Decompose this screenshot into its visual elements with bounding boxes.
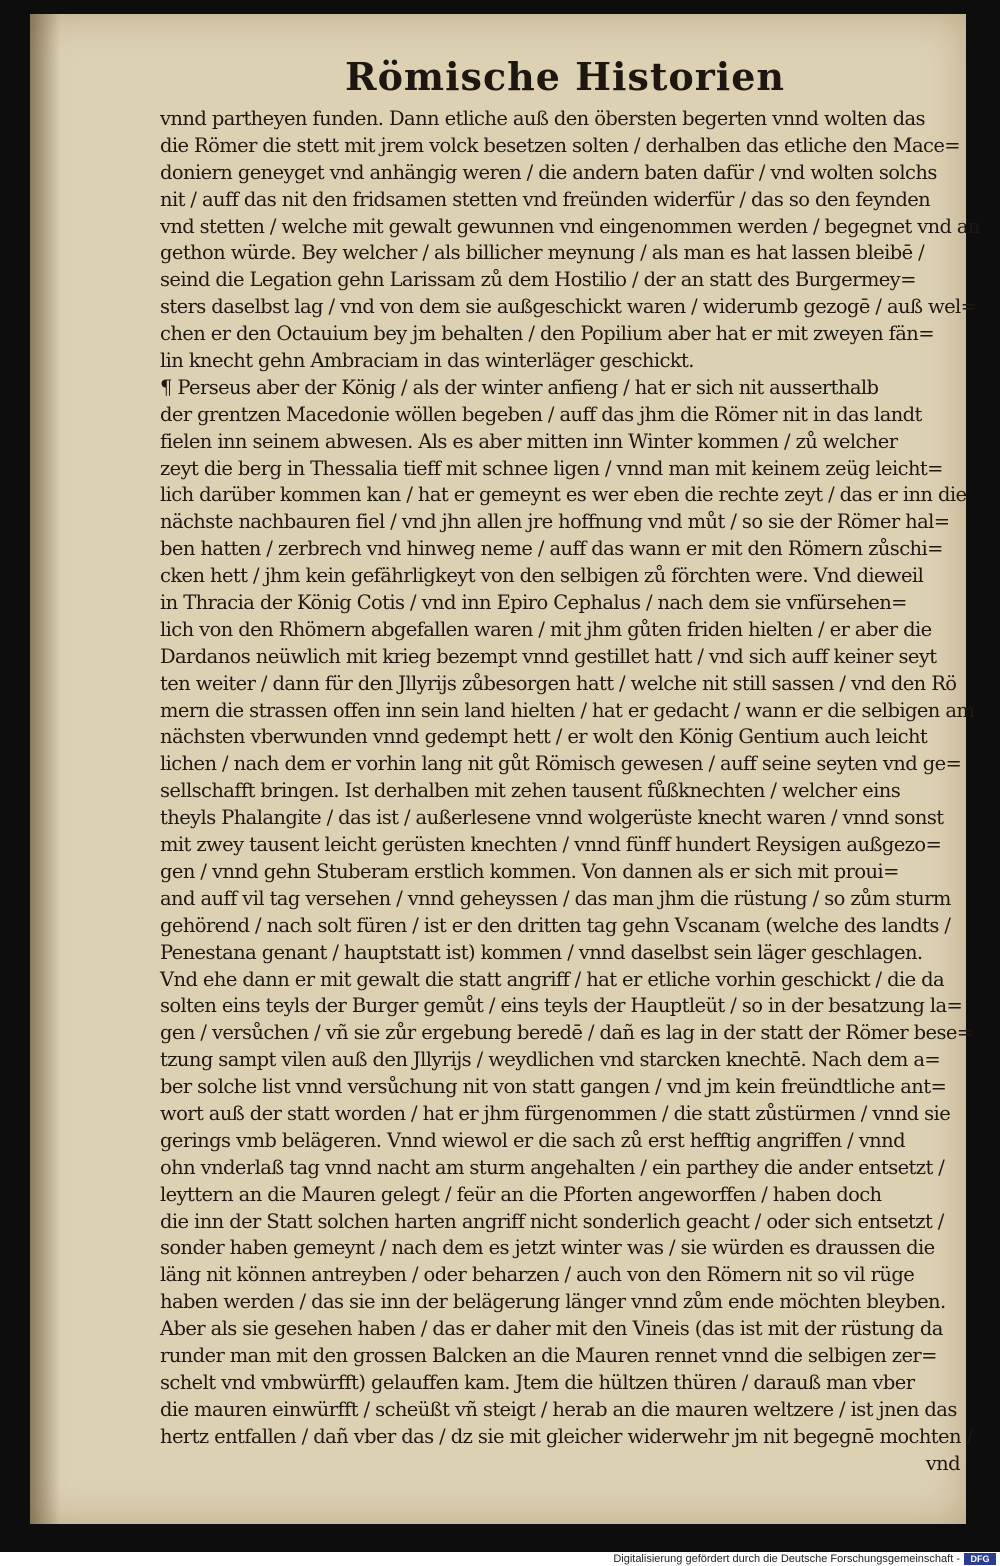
text-line: ¶ Perseus aber der König / als der winter anfieng / hat er sich nit ausserthalb [160,375,879,399]
text-line: läng nit können antreyben / oder beharzen / auch von den Römern nit so vil rüge [160,1263,915,1287]
text-line: ber solche list vnnd versůchung nit von statt gangen / vnd jm kein freündtliche ant= [160,1075,947,1099]
text-line: Penestana genant / hauptstatt ist) kommen / vnnd daselbst sein läger geschlagen. [160,940,923,964]
text-line: runder man mit den grossen Balcken an die Mauren rennet vnnd die selbigen zer= [160,1343,937,1367]
text-line: lichen / nach dem er vorhin lang nit gůt Römisch gewesen / auff seine seyten vnd ge= [160,752,962,776]
text-line: leyttern an die Mauren gelegt / feür an die Pforten angeworffen / haben doch [160,1182,882,1206]
text-line: die mauren einwürfft / scheüßt vñ steigt / herab an die mauren weltzere / ist jnen das [160,1397,957,1421]
text-line: gen / versůchen / vñ sie zůr ergebung beredē / dañ es lag in der statt der Römer bese= [160,1021,973,1045]
text-line: nit / auff das nit den fridsamen stetten vnd freünden widerfür / das so den feynden [160,187,931,211]
text-line: die Römer die stett mit jrem volck besetzen solten / derhalben das etliche den Mace= [160,133,960,157]
text-line: mit zwey tausent leicht gerüsten knechten / vnnd fünff hundert Reysigen außgezo= [160,833,942,857]
text-line: theyls Phalangite / das ist / außerlesene vnnd wolgerüste knecht waren / vnnd sonst [160,806,944,830]
text-line: vnd stetten / welche mit gewalt gewunnen vnd eingenommen werden / begegnet vnd an [160,214,980,238]
text-line: Vnd ehe dann er mit gewalt die statt angriff / hat er etliche vorhin geschickt / die da [160,967,945,991]
text-line: gerings vmb belägeren. Vnnd wiewol er die sach zů erst hefftig angriffen / vnnd [160,1128,905,1152]
text-line: cken hett / jhm kein gefährligkeyt von den selbigen zů förchten were. Vnd dieweil [160,564,924,588]
text-line: lin knecht gehn Ambraciam in das winterläger geschickt. [160,349,694,373]
text-line: chen er den Octauium bey jm behalten / den Popilium aber hat er mit zweyen fän= [160,322,935,346]
text-line: gen / vnnd gehn Stuberam erstlich kommen. Von dannen als er sich mit proui= [160,859,899,883]
text-line: nächsten vberwunden vnnd gedempt hett / er wolt den König Gentium auch leicht [160,725,928,749]
text-line: mern die strassen offen inn sein land hielten / hat er gedacht / wann er die selbigen am [160,698,975,722]
book-page [30,14,980,1524]
text-line: ben hatten / zerbrech vnd hinweg neme / auff das wann er mit den Römern zůschi= [160,537,943,561]
text-line: wort auß der statt worden / hat er jhm fürgenommen / die statt zůstürmen / vnnd sie [160,1101,951,1125]
text-line: sters daselbst lag / vnd von dem sie außgeschickt waren / widerumb gezogē / auß wel= [160,295,977,319]
text-line: sellschafft bringen. Ist derhalben mit zehen tausent fůßknechten / welcher eins [160,779,901,803]
text-line: ten weiter / dann für den Jllyrijs zůbesorgen hatt / welche nit still sassen / vnd den Rö [160,671,957,695]
text-line: haben werden / das sie inn der belägerung länger vnnd zům ende möchten bleyben. [160,1290,946,1314]
text-line: Dardanos neüwlich mit krieg bezempt vnnd gestillet hatt / vnd sich auff keiner seyt [160,644,937,668]
dfg-logo: DFG [964,1553,996,1565]
text-line: zeyt die berg in Thessalia tieff mit schnee ligen / vnnd man mit keinem zeüg leicht= [160,456,943,480]
text-line: seind die Legation gehn Larissam zů dem Hostilio / der an statt des Burgermey= [160,268,916,292]
body-text [160,106,980,1477]
digitization-footer [0,1552,1000,1566]
text-line: ohn vnderlaß tag vnnd nacht am sturm angehalten / ein parthey die ander entsetzt / [160,1155,945,1179]
text-line: schelt vnd vmbwürfft) gelauffen kam. Jtem die hültzen thüren / darauß man vber [160,1370,915,1394]
text-line: doniern geneyget vnd anhängig weren / die andern baten dafür / vnd wolten solchs [160,160,937,184]
text-line: fielen inn seinem abwesen. Als es aber mitten inn Winter kommen / zů welcher [160,429,898,453]
text-line: sonder haben gemeynt / nach dem es jetzt winter was / sie würden es draussen die [160,1236,935,1260]
text-line: gethon würde. Bey welcher / als billicher meynung / als man es hat lassen bleibē / [160,241,925,265]
text-line: lich darüber kommen kan / hat er gemeynt es wer eben die rechte zeyt / das er inn die [160,483,967,507]
text-line: solten eins teyls der Burger gemůt / eins teyls der Hauptleüt / so in der besatzung la= [160,994,963,1018]
running-title: Römische Historien [344,54,786,99]
text-line: Aber als sie gesehen haben / das er daher mit den Vineis (das ist mit der rüstung da [160,1317,943,1341]
text-line: die inn der Statt solchen harten angriff nicht sonderlich geacht / oder sich entsetzt / [160,1209,944,1233]
footer-credit: Digitalisierung gefördert durch die Deutsche Forschungsgemeinschaft - [613,1553,960,1565]
text-line: lich von den Rhömern abgefallen waren / mit jhm gůten friden hielten / er aber die [160,617,932,641]
catchword: vnd [925,1451,960,1475]
text-line: vnnd partheyen funden. Dann etliche auß den öbersten begerten vnnd wolten das [160,107,925,130]
text-line: hertz entfallen / dañ vber das / dz sie mit gleicher widerwehr jm nit begegnē mochten / [160,1424,973,1448]
text-line: gehörend / nach solt füren / ist er den dritten tag gehn Vscanam (welche des landts / [160,913,951,937]
text-line: der grentzen Macedonie wöllen begeben / auff das jhm die Römer nit in das landt [160,402,922,426]
text-line: nächste nachbauren fiel / vnd jhn allen jre hoffnung vnd můt / so sie der Römer hal= [160,510,950,534]
text-line: in Thracia der König Cotis / vnd inn Epiro Cephalus / nach dem sie vnfürsehen= [160,591,907,615]
text-line: and auff vil tag versehen / vnnd geheyssen / das man jhm die rüstung / so zům sturm [160,886,951,910]
text-line: tzung sampt vilen auß den Jllyrijs / weydlichen vnd starcken knechtē. Nach dem a= [160,1048,941,1072]
